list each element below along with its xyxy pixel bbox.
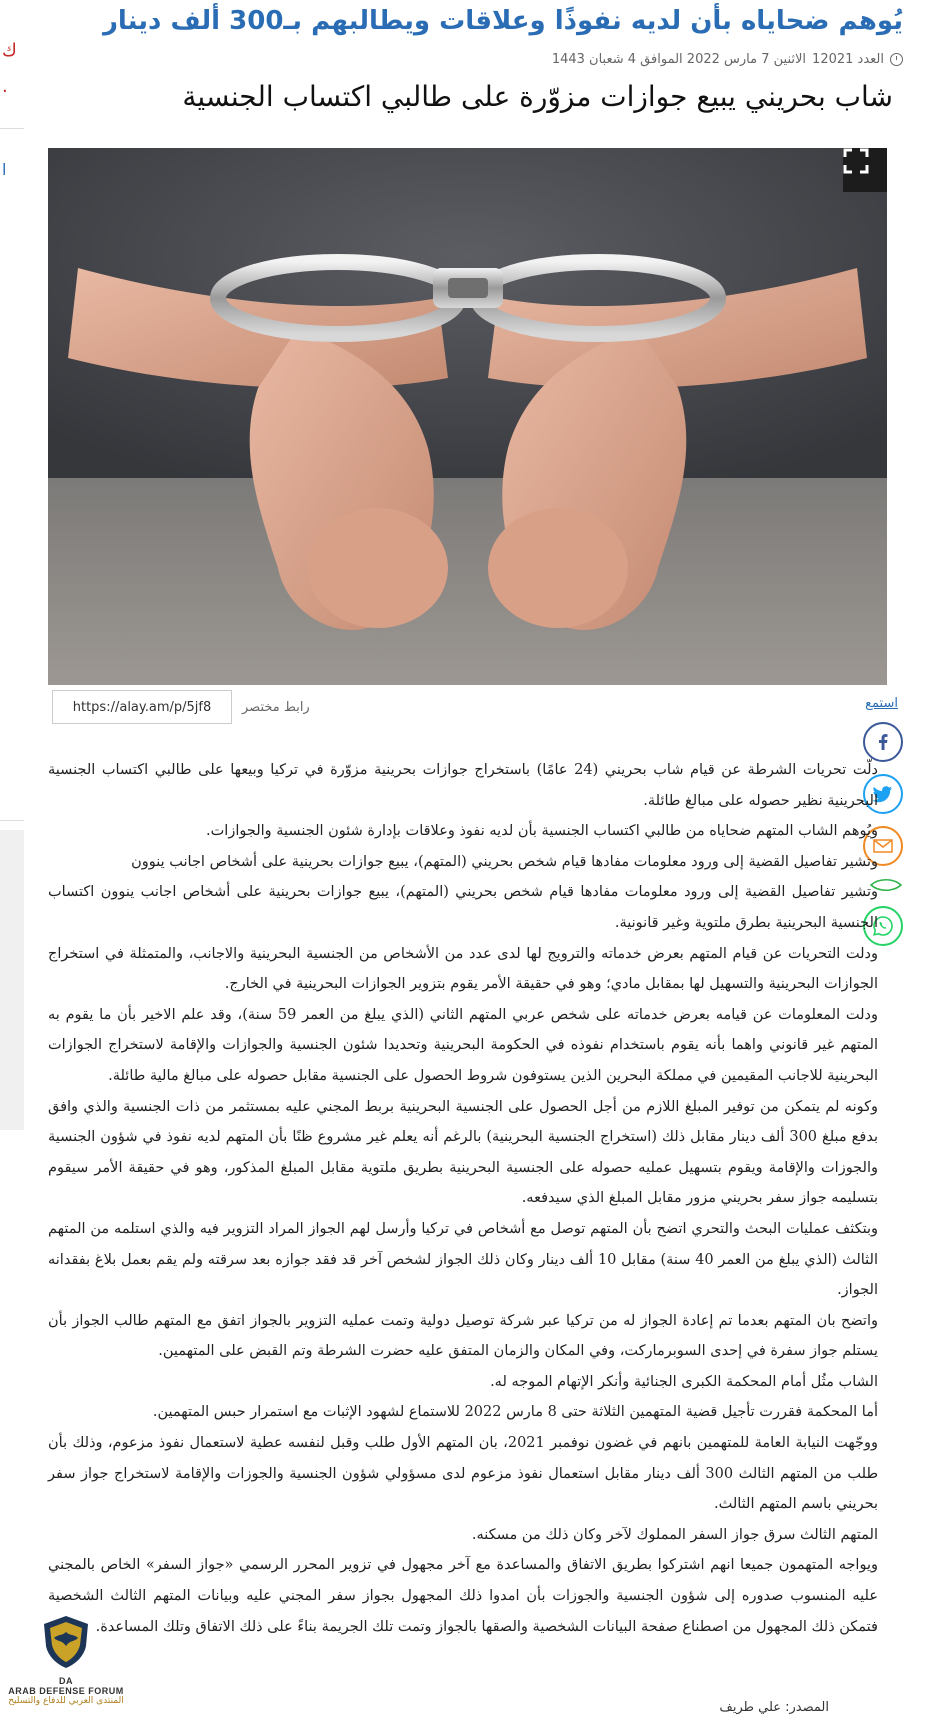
logo-name-ar: المنتدى العربي للدفاع والتسليح (8, 1696, 124, 1706)
related-article-link[interactable]: يُوهم ضحاياه بأن لديه نفوذًا وعلاقات ويطالبهم بـ300 ألف دينار (102, 6, 903, 36)
article-meta (552, 48, 903, 70)
article-paragraph: أما المحكمة فقررت تأجيل قضية المتهمين الثلاثة حتى 8 مارس 2022 للاستماع لشهود الإثبات مع استمرار حبس المتهمين. (152, 1404, 878, 1421)
article-hero-image (48, 148, 887, 685)
shortlink-row (52, 690, 310, 724)
shortlink-field[interactable]: https://alay.am/p/5jf8 (52, 690, 232, 724)
shortlink-label: رابط مختصر (242, 699, 310, 715)
article-paragraph: دلّت تحريات الشرطة عن قيام شاب بحريني (24 عامًا) باستخراج جوازات بحرينية مزوّرة في تركيا وبيعها على طالبي اكتساب الجنسية البحرينية نظير حصوله على مبالغ طائلة. (48, 762, 879, 809)
article-paragraph: ووجّهت النيابة العامة للمتهمين بانهم في غضون نوفمبر 2021، بان المتهم الأول طلب وقبل لنفسه عطية لاستعمال نفوذ مزعوم، وذلك بأن طلب من المتهم الثالث 300 ألف دينار مقابل استعمال نفوذ مزعوم لدى مسؤولي شؤون الجنسية والجوزات والإقامة لاستخراج جواز سفر بحريني باسم المتهم الثالث. (48, 1435, 878, 1513)
article-paragraph: وبتكثف عمليات البحث والتحري اتضح بأن المتهم توصل مع أشخاص في تركيا وأرسل لهم الجواز المراد التزوير فيه والذي استلمه من المتهم الثالث (الذي يبلغ من العمر 40 سنة) مقابل 10 ألف دينار وكان ذلك الجواز لشخص آخر قد فقد جوازه بعد سرقته ولم يقم بعمل بلاغ بفقدانه الجواز. (48, 1220, 878, 1299)
article-paragraph: واتضح بان المتهم بعدما تم إعادة الجواز له من تركيا عبر شركة توصيل دولية وتمت عمليه التزوير بالجواز اتفق مع المتهم طالب الجواز بأن يستلم جواز سفرة في إحدى السوبرماركت، وفي المكان والزمان المتفق عليه حضرت الشرطة وتم القبض على المتهمين. (48, 1312, 878, 1360)
article-paragraph: الشاب مثُل أمام المحكمة الكبرى الجنائية وأنكر الإتهام الموجه له. (490, 1373, 878, 1390)
article-body (48, 755, 878, 1642)
fullscreen-icon (843, 148, 869, 174)
sidebar-fragment-block (0, 830, 24, 1130)
clock-icon (890, 53, 903, 66)
handcuffed-hands-illustration (48, 148, 887, 685)
listen-link[interactable]: استمع (865, 696, 898, 711)
article-source: المصدر: علي طريف (719, 1700, 829, 1715)
article-paragraph: وتشير تفاصيل القضية إلى ورود معلومات مفادها قيام شخص بحريني (المتهم)، يبيع جوازات بحرينية على أشخاص اجانب ينوون (131, 853, 878, 870)
sidebar-fragment-dot: . (2, 76, 8, 97)
fullscreen-button[interactable] (843, 148, 887, 192)
article-paragraph: ودلت المعلومات عن قيامه بعرض خدماته على شخص عربي المتهم الثاني (الذي يبلغ من العمر 59 سنة)، وقد علم الاخير بأن ما يقوم به المتهم غير قانوني واهما بأنه يقوم باستخدام نفوذه في الحكومة البحرينية وتحديدا شئون الجنسية والجوازات والإقامة لاستخراج الجوازات البحرينية للاجانب المقيمين في مملكة البحرين الذين يستوفون شروط الحصول على الجنسية مقابل حصوله على مبالغ مالية طائلة. (48, 1006, 878, 1084)
forum-watermark-logo (4, 1612, 128, 1712)
logo-name-en: ARAB DEFENSE FORUM (8, 1686, 124, 1696)
article-paragraph: وتشير تفاصيل القضية إلى ورود معلومات مفادها قيام شخص بحريني (المتهم)، يبيع جوازات بحرينية على أشخاص اجانب ينوون اكتساب الجنسية البحرينية بطرق ملتوية وغير قانونية. (48, 884, 878, 931)
page-title: شاب بحريني يبيع جوازات مزوّرة على طالبي اكتساب الجنسية (182, 80, 893, 113)
publish-date: الاثنين 7 مارس 2022 الموافق 4 شعبان 1443 (551, 51, 807, 67)
left-sidebar-fragment (0, 0, 24, 1712)
eagle-shield-logo (36, 1612, 96, 1672)
sidebar-fragment-text: ك (2, 40, 17, 61)
facebook-icon (874, 733, 892, 751)
article-paragraph: ودلت التحريات عن قيام المتهم بعرض خدماته والترويج لها لدى عدد من الأشخاص من الجنسية البحرينية والاجانب، والمتمثلة في استخراج الجوازات البحرينية والتسهيل لها بمقابل مادي؛ وهو في حقيقة الأمر يقوم بتزوير الجوازات البحرينية في الخارج. (48, 945, 878, 993)
issue-number: العدد 12021 (812, 51, 884, 67)
logo-initials: DA (59, 1676, 73, 1686)
article-paragraph: ويُوهم الشاب المتهم ضحاياه من طالبي اكتساب الجنسية بأن لديه نفوذ وعلاقات بإدارة شئون الجنسية والجوازات. (206, 823, 878, 840)
sidebar-fragment-text: ا (2, 160, 7, 179)
article-paragraph: ويواجه المتهمون جميعا انهم اشتركوا بطريق الاتفاق والمساعدة مع آخر مجهول في تزوير المحرر الرسمي «جواز السفر» الخاص بالمجني عليه المنسوب صدوره إلى شؤون الجنسية والجوزات بأن امدوا ذلك المجهول بجواز سفر المجني عليه وبيانات المتهم الثالث الشخصية فتمكن ذلك المجهول من اصطناع صفحة البيانات الشخصية والصقها بالجواز وتمت تلك الجريمة بناءً على ذلك الاتفاق وتلك المساعدة. (48, 1557, 878, 1635)
article-paragraph: المتهم الثالث سرق جواز السفر المملوك لآخر وكان ذلك من مسكنه. (471, 1526, 878, 1543)
article-paragraph: وكونه لم يتمكن من توفير المبلغ اللازم من أجل الحصول على الجنسية البحرينية بربط المجني عليه بمستثمر من ذات الجنسية والذي وافق بدفع مبلغ 300 ألف دينار مقابل ذلك (استخراج الجنسية البحرينية) بالرغم أنه يعلم غير مشروع ظنًا بأن المتهم لديه نفوذ في شؤون الجنسية والجوزات والإقامة ويقوم بتسهيل عمليه حصوله على الجنسية البحرينية بطريق ملتوية مقابل المبلغ المذكور، وهو في حقيقة الأمر سيقوم بتسليمه جواز سفر بحريني مزور مقابل المبلغ الذي سيدفعه. (48, 1098, 878, 1207)
